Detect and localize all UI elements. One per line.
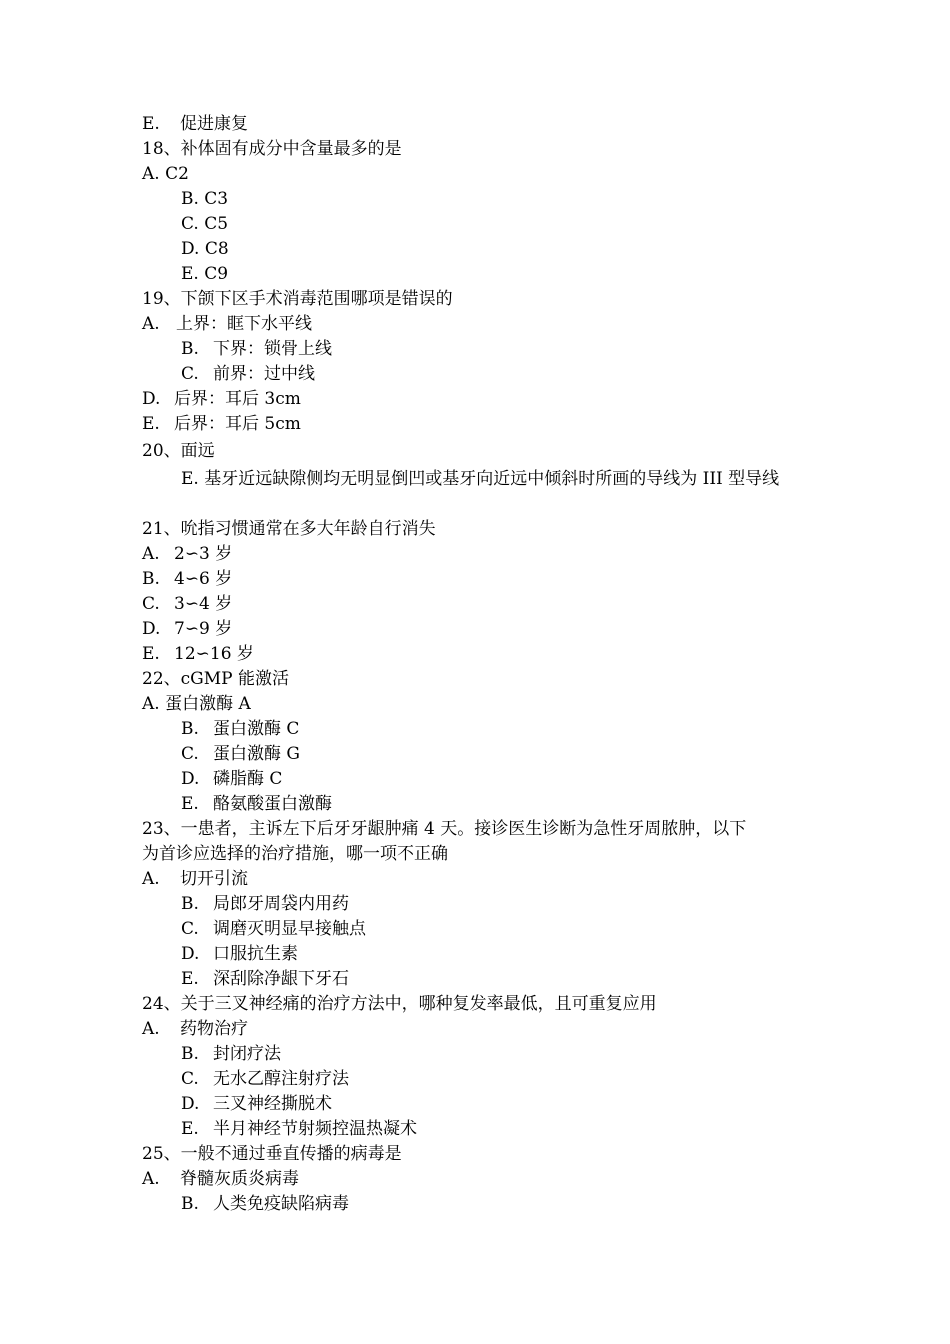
q24-option-b — [181, 1043, 281, 1065]
q23-option-e — [181, 968, 349, 990]
q22-option-d — [181, 768, 282, 790]
option-marker: E. — [181, 794, 199, 814]
option-marker: B. — [181, 894, 199, 914]
q24-option-d — [181, 1093, 332, 1115]
option-text: 口服抗生素 — [213, 944, 298, 964]
option-text: 深刮除净龈下牙石 — [213, 969, 349, 989]
option-marker: C. — [142, 594, 160, 614]
option-marker: B. — [181, 339, 199, 359]
q22-option-a: A. 蛋白激酶 A — [142, 694, 251, 714]
option-text: 局郎牙周袋内用药 — [213, 894, 349, 914]
q21-option-e — [142, 643, 254, 665]
q23-option-d — [181, 943, 298, 965]
q23-question-line2: 为首诊应选择的治疗措施，哪一项不正确 — [142, 844, 448, 864]
option-marker: C. — [181, 744, 199, 764]
option-marker: D. — [142, 619, 161, 639]
option-text: 3∽4 岁 — [174, 594, 233, 614]
q23-option-a — [142, 868, 248, 890]
q21-question: 21、吮指习惯通常在多大年龄自行消失 — [142, 519, 436, 539]
q20-option-e: E. 基牙近远缺隙侧均无明显倒凹或基牙向近远中倾斜时所画的导线为 III 型导线 — [181, 469, 780, 489]
option-marker: D. — [181, 1094, 200, 1114]
option-text: 磷脂酶 C — [213, 769, 283, 789]
q18-option-a: A. C2 — [142, 164, 189, 184]
option-text: 7∽9 岁 — [174, 619, 233, 639]
q18-option-e: E. C9 — [181, 264, 229, 284]
q21-option-d — [142, 618, 232, 640]
q24-option-a — [142, 1018, 248, 1040]
q23-option-b — [181, 893, 349, 915]
q25-option-a — [142, 1168, 299, 1190]
q19-option-a — [142, 313, 312, 335]
q19-question: 19、下颌下区手术消毒范围哪项是错误的 — [142, 289, 453, 309]
option-text: 脊髓灰质炎病毒 — [180, 1169, 299, 1189]
q24-option-e — [181, 1118, 417, 1140]
q20-question: 20、面远 — [142, 441, 215, 461]
option-marker: D. — [181, 944, 200, 964]
q18-option-b: B. C3 — [181, 189, 229, 209]
option-text: 后界：耳后 5cm — [174, 414, 301, 434]
option-text: 酪氨酸蛋白激酶 — [213, 794, 332, 814]
option-text: 封闭疗法 — [213, 1044, 281, 1064]
option-text: 下界：锁骨上线 — [213, 339, 332, 359]
q19-option-c — [181, 363, 315, 385]
q21-option-a — [142, 543, 232, 565]
option-text: 前界：过中线 — [213, 364, 315, 384]
option-marker: A. — [142, 544, 160, 564]
q23-option-c — [181, 918, 366, 940]
q23-question-line1: 23、一患者，主诉左下后牙牙龈肿痛 4 天。接诊医生诊断为急性牙周脓肿，以下 — [142, 819, 747, 839]
q22-question: 22、cGMP 能激活 — [142, 669, 289, 689]
option-marker: A. — [142, 1019, 160, 1039]
option-text: 12∽16 岁 — [174, 644, 254, 664]
option-marker: C. — [181, 1069, 199, 1089]
option-text: 蛋白激酶 G — [213, 744, 300, 764]
q24-question: 24、关于三叉神经痛的治疗方法中，哪种复发率最低，且可重复应用 — [142, 994, 657, 1014]
option-text: 2∽3 岁 — [174, 544, 233, 564]
q25-option-b — [181, 1193, 349, 1215]
option-text: 半月神经节射频控温热凝术 — [213, 1119, 417, 1139]
q21-option-c — [142, 593, 232, 615]
option-text: 蛋白激酶 C — [213, 719, 300, 739]
q19-option-b — [181, 338, 332, 360]
option-text: 调磨灭明显早接触点 — [213, 919, 366, 939]
option-text: 无水乙醇注射疗法 — [213, 1069, 349, 1089]
option-marker: D. — [181, 769, 200, 789]
option-marker: A. — [142, 1169, 160, 1189]
option-text: 三叉神经撕脱术 — [213, 1094, 332, 1114]
option-marker: B. — [181, 1044, 199, 1064]
q22-option-c — [181, 743, 300, 765]
option-text: 4∽6 岁 — [174, 569, 233, 589]
option-marker: B. — [142, 569, 160, 589]
option-marker: E. — [181, 969, 199, 989]
option-marker: E. — [142, 414, 160, 434]
q22-option-b — [181, 718, 299, 740]
option-marker: B. — [181, 719, 199, 739]
option-marker: A. — [142, 314, 160, 334]
option-text: 促进康复 — [180, 114, 248, 134]
q19-option-d — [142, 388, 301, 410]
option-marker: D. — [142, 389, 161, 409]
q21-option-b — [142, 568, 232, 590]
option-text: 切开引流 — [180, 869, 248, 889]
option-marker: E. — [181, 1119, 199, 1139]
q24-option-c — [181, 1068, 349, 1090]
option-text: 后界：耳后 3cm — [174, 389, 301, 409]
q19-option-e — [142, 413, 301, 435]
option-text: 上界：眶下水平线 — [176, 314, 312, 334]
q22-option-e — [181, 793, 332, 815]
option-marker: E. — [142, 114, 160, 134]
option-marker: A. — [142, 869, 160, 889]
q25-question: 25、一般不通过垂直传播的病毒是 — [142, 1144, 402, 1164]
q17-option-e — [142, 113, 248, 135]
option-marker: E. — [142, 644, 160, 664]
option-marker: C. — [181, 364, 199, 384]
option-text: 人类免疫缺陷病毒 — [213, 1194, 349, 1214]
q18-question: 18、补体固有成分中含量最多的是 — [142, 139, 402, 159]
option-text: 药物治疗 — [180, 1019, 248, 1039]
option-marker: C. — [181, 919, 199, 939]
q18-option-d: D. C8 — [181, 239, 229, 259]
q18-option-c: C. C5 — [181, 214, 229, 234]
option-marker: B. — [181, 1194, 199, 1214]
